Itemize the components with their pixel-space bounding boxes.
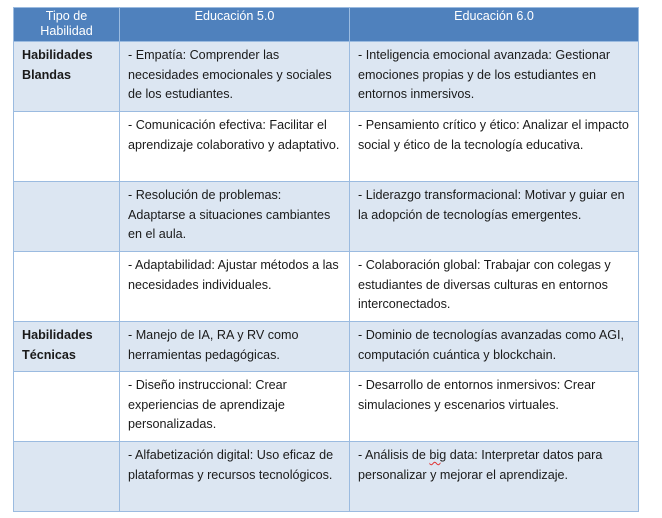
education-6-text-start: - Análisis de bbox=[358, 448, 430, 462]
education-5-cell: - Manejo de IA, RA y RV como herramientas pedagógicas. bbox=[120, 322, 350, 372]
education-6-cell: - Pensamiento crítico y ético: Analizar el impacto social y ético de la tecnología educativa. bbox=[350, 112, 639, 182]
table-row bbox=[14, 372, 639, 442]
table-row bbox=[14, 182, 639, 252]
skill-type-cell bbox=[14, 372, 120, 442]
table-row bbox=[14, 42, 639, 112]
skill-type-cell bbox=[14, 442, 120, 512]
education-5-cell: - Comunicación efectiva: Facilitar el aprendizaje colaborativo y adaptativo. bbox=[120, 112, 350, 182]
table-row bbox=[14, 252, 639, 322]
table-row bbox=[14, 442, 639, 512]
table-row bbox=[14, 322, 639, 372]
education-6-cell: - Dominio de tecnologías avanzadas como AGI, computación cuántica y blockchain. bbox=[350, 322, 639, 372]
skill-type-cell: Habilidades Técnicas bbox=[14, 322, 120, 372]
education-6-cell: - Colaboración global: Trabajar con colegas y estudiantes de diversas culturas en entornos interconectados. bbox=[350, 252, 639, 322]
skills-comparison-table bbox=[13, 7, 639, 512]
header-education-6: Educación 6.0 bbox=[350, 8, 639, 42]
header-skill-type: Tipo de Habilidad bbox=[14, 8, 120, 42]
header-education-5: Educación 5.0 bbox=[120, 8, 350, 42]
education-6-text-end: data: Interpretar datos para personalizar y mejorar el aprendizaje. bbox=[358, 448, 603, 482]
skill-type-cell bbox=[14, 112, 120, 182]
spellcheck-flagged-word: big bbox=[429, 448, 447, 462]
skill-type-cell bbox=[14, 252, 120, 322]
education-5-cell: - Empatía: Comprender las necesidades emocionales y sociales de los estudiantes. bbox=[120, 42, 350, 112]
skill-type-cell: Habilidades Blandas bbox=[14, 42, 120, 112]
header-row bbox=[14, 8, 639, 42]
education-6-cell bbox=[350, 442, 639, 512]
table-row bbox=[14, 112, 639, 182]
education-6-cell: - Inteligencia emocional avanzada: Gestionar emociones propias y de los estudiantes en entornos inmersivos. bbox=[350, 42, 639, 112]
education-6-cell: - Liderazgo transformacional: Motivar y guiar en la adopción de tecnologías emergentes. bbox=[350, 182, 639, 252]
education-5-cell: - Diseño instruccional: Crear experiencias de aprendizaje personalizadas. bbox=[120, 372, 350, 442]
skill-type-cell bbox=[14, 182, 120, 252]
education-5-cell: - Resolución de problemas: Adaptarse a situaciones cambiantes en el aula. bbox=[120, 182, 350, 252]
education-5-cell: - Adaptabilidad: Ajustar métodos a las necesidades individuales. bbox=[120, 252, 350, 322]
education-6-cell: - Desarrollo de entornos inmersivos: Crear simulaciones y escenarios virtuales. bbox=[350, 372, 639, 442]
education-5-cell: - Alfabetización digital: Uso eficaz de plataformas y recursos tecnológicos. bbox=[120, 442, 350, 512]
